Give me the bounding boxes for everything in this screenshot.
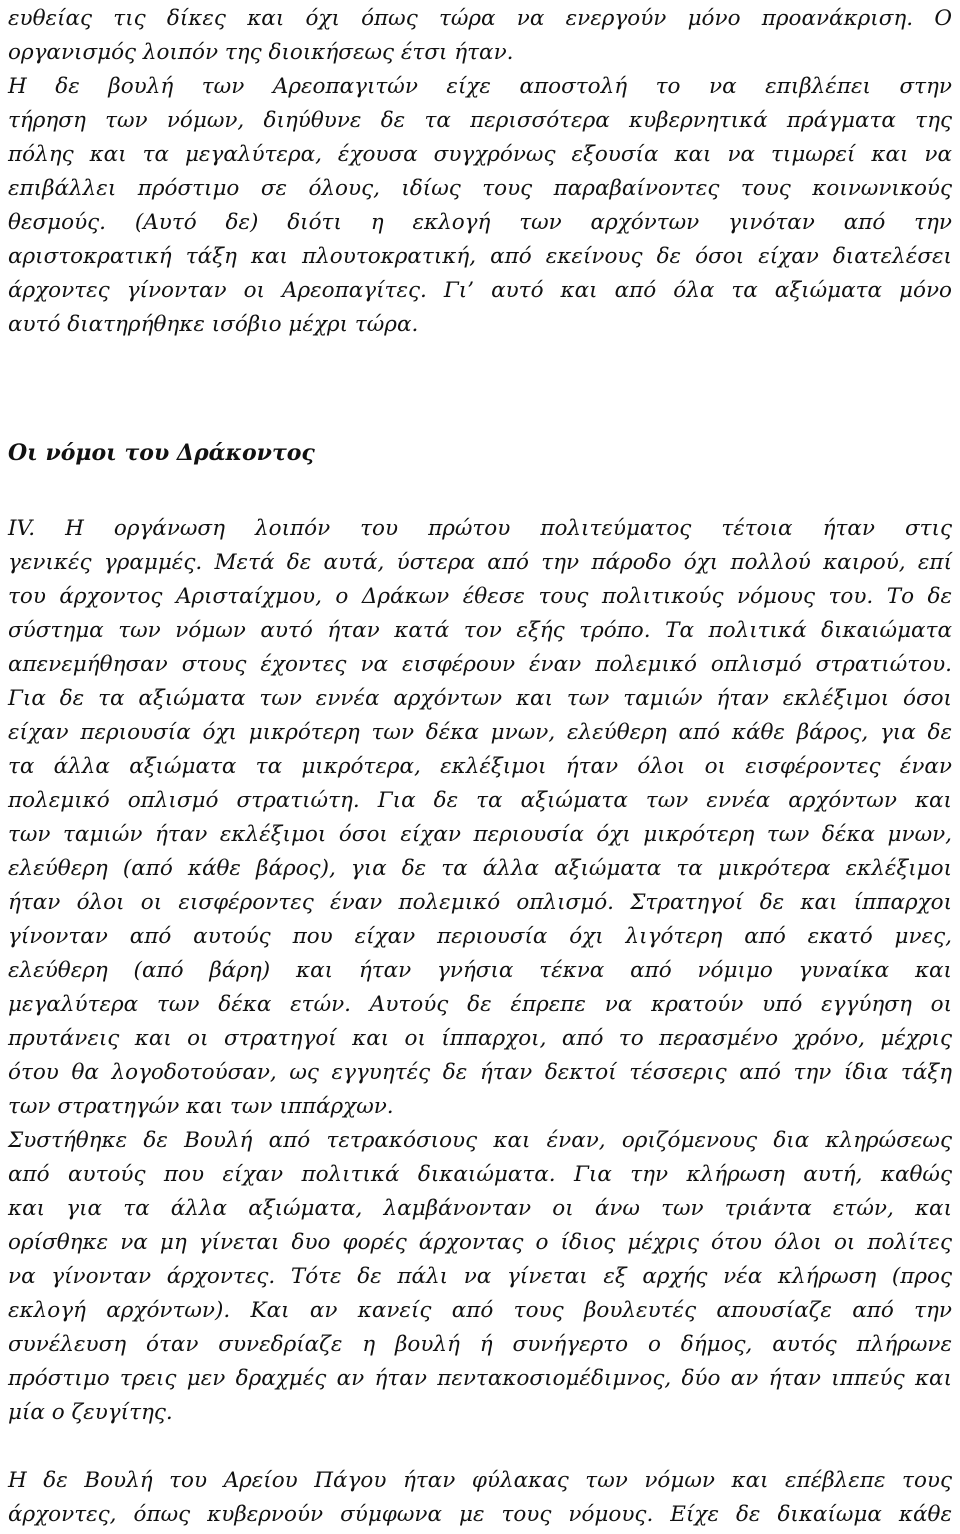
text-line: άρχοντες γίνονταν οι Αρεοπαγίτες. Γι’ αυτό και από όλα τα αξιώματα μόνο [8, 278, 952, 303]
text-line: σύστημα των νόμων αυτό ήταν κατά τον εξής τρόπο. Τα πολιτικά δικαιώματα [8, 618, 952, 643]
text-line: άρχοντες, όπως κυβερνούν σύμφωνα με τους νόμους. Είχε δε δικαίωμα κάθε [8, 1502, 952, 1527]
text-line: μεγαλύτερα των δέκα ετών. Αυτούς δε έπρεπε να κρατούν υπό εγγύηση οι [8, 992, 952, 1017]
text-line: και για τα άλλα αξιώματα, λαμβάνονταν οι άνω των τριάντα ετών, και [8, 1196, 952, 1221]
text-line: συνέλευση όταν συνεδρίαζε η βουλή ή συνήγερτο ο δήμος, αυτός πλήρωνε [8, 1332, 952, 1357]
text-line: Συστήθηκε δε Βουλή από τετρακόσιους και έναν, οριζόμενους δια κληρώσεως [8, 1128, 952, 1153]
text-line: ήταν όλοι οι εισφέροντες έναν πολεμικό οπλισμό. Στρατηγοί δε και ίππαρχοι [8, 890, 952, 915]
text-line: αυτό διατηρήθηκε ισόβιο μέχρι τώρα. [8, 312, 419, 337]
text-line: εκλογή αρχόντων). Και αν κανείς από τους βουλευτές απουσίαζε από την [8, 1298, 952, 1323]
text-line: πρόστιμο τρεις μεν δραχμές αν ήταν πεντακοσιομέδιμνος, δύο αν ήταν ιππεύς και [8, 1366, 952, 1391]
text-line: είχαν περιουσία όχι μικρότερη των δέκα μνων, ελεύθερη από κάθε βάρος, για δε [8, 720, 952, 745]
text-line: πρυτάνεις και οι στρατηγοί και οι ίππαρχοι, από το περασμένο χρόνο, μέχρις [8, 1026, 952, 1051]
text-line: των στρατηγών και των ιππάρχων. [8, 1094, 394, 1119]
text-line: να γίνονταν άρχοντες. Τότε δε πάλι να γίνεται εξ αρχής νέα κλήρωση (προς [8, 1264, 952, 1289]
text-line: των ταμιών ήταν εκλέξιμοι όσοι είχαν περιουσία όχι μικρότερη των δέκα μνων, [8, 822, 952, 847]
text-line: μία ο ζευγίτης. [8, 1400, 173, 1425]
text-line: αριστοκρατική τάξη και πλουτοκρατική, από εκείνους δε όσοι είχαν διατελέσει [8, 244, 952, 269]
text-line: θεσμούς. (Αυτό δε) διότι η εκλογή των αρχόντων γινόταν από την [8, 210, 952, 235]
text-line: ελεύθερη (από κάθε βάρος), για δε τα άλλα αξιώματα τα μικρότερα εκλέξιμοι [8, 856, 952, 881]
text-line: ευθείας τις δίκες και όχι όπως τώρα να ενεργούν μόνο προανάκριση. Ο [8, 6, 952, 31]
text-line: ορίσθηκε να μη γίνεται δυο φορές άρχοντας ο ίδιος μέχρις ότου όλοι οι πολίτες [8, 1230, 952, 1255]
text-line: επιβάλλει πρόστιμο σε όλους, ιδίως τους παραβαίνοντες τους κοινωνικούς [8, 176, 952, 201]
text-line: οργανισμός λοιπόν της διοικήσεως έτσι ήταν. [8, 40, 514, 65]
text-line: IV. Η οργάνωση λοιπόν του πρώτου πολιτεύματος τέτοια ήταν στις [8, 516, 952, 541]
text-line: τήρηση των νόμων, διηύθυνε δε τα περισσότερα κυβερνητικά πράγματα της [8, 108, 952, 133]
text-line: τα άλλα αξιώματα τα μικρότερα, εκλέξιμοι ήταν όλοι οι εισφέροντες έναν [8, 754, 952, 779]
text-line: απενεμήθησαν στους έχοντες να εισφέρουν έναν πολεμικό οπλισμό στρατιώτου. [8, 652, 952, 677]
text-line: πόλης και τα μεγαλύτερα, έχουσα συγχρόνως εξουσία και να τιμωρεί και να [8, 142, 952, 167]
text-line: Η δε βουλή των Αρεοπαγιτών είχε αποστολή το να επιβλέπει στην [8, 74, 952, 99]
text-line: ότου θα λογοδοτούσαν, ως εγγυητές δε ήταν δεκτοί τέσσερις από την ίδια τάξη [8, 1060, 952, 1085]
text-line: ελεύθερη (από βάρη) και ήταν γνήσια τέκνα από νόμιμο γυναίκα και [8, 958, 952, 983]
text-line: πολεμικό οπλισμό στρατιώτη. Για δε τα αξιώματα των εννέα αρχόντων και [8, 788, 952, 813]
text-line: του άρχοντος Αρισταίχμου, ο Δράκων έθεσε τους πολιτικούς νόμους του. Το δε [8, 584, 952, 609]
text-line: γίνονταν από αυτούς που είχαν περιουσία όχι λιγότερη από εκατό μνες, [8, 924, 952, 949]
section-heading: Οι νόμοι του Δράκοντος [8, 440, 315, 466]
text-line: Για δε τα αξιώματα των εννέα αρχόντων και των ταμιών ήταν εκλέξιμοι όσοι [8, 686, 952, 711]
text-line: από αυτούς που είχαν πολιτικά δικαιώματα. Για την κλήρωση αυτή, καθώς [8, 1162, 952, 1187]
text-line: γενικές γραμμές. Μετά δε αυτά, ύστερα από την πάροδο όχι πολλού καιρού, επί [8, 550, 952, 575]
text-line: Η δε Βουλή του Αρείου Πάγου ήταν φύλακας των νόμων και επέβλεπε τους [8, 1468, 952, 1493]
